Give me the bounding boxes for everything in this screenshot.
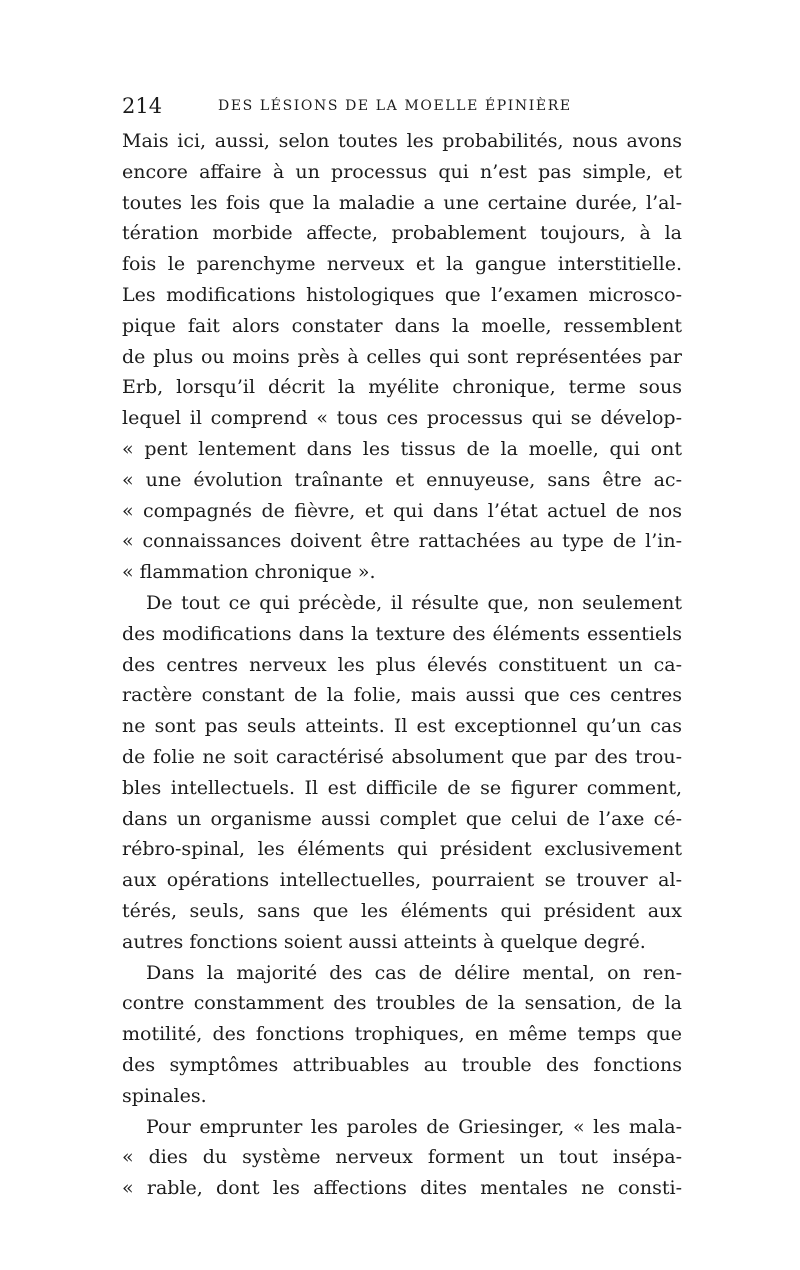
text-line: rébro-spinal, les éléments qui président exclusivement: [122, 838, 682, 861]
text-line: motilité, des fonctions trophiques, en même temps que: [122, 1023, 682, 1046]
text-line: pique fait alors constater dans la moelle, ressemblent: [122, 314, 682, 337]
text-line: « pent lentement dans les tissus de la moelle, qui ont: [122, 437, 682, 460]
text-line: des symptômes attribuables au trouble des fonctions: [122, 1053, 682, 1076]
text-line: contre constamment des troubles de la sensation, de la: [122, 992, 682, 1015]
text-line: « rable, dont les affections dites mentales ne consti-: [122, 1177, 682, 1200]
text-line: « une évolution traînante et ennuyeuse, sans être ac-: [122, 468, 682, 491]
text-line: aux opérations intellectuelles, pourraient se trouver al-: [122, 869, 682, 892]
text-line: ractère constant de la folie, mais aussi que ces centres: [122, 684, 682, 707]
text-line: « connaissances doivent être rattachées au type de l’in-: [122, 530, 682, 553]
text-line: ne sont pas seuls atteints. Il est exceptionnel qu’un cas: [122, 715, 682, 738]
running-title: DES LÉSIONS DE LA MOELLE ÉPINIÈRE: [218, 98, 572, 114]
text-line: encore affaire à un processus qui n’est pas simple, et: [122, 160, 682, 183]
text-line: bles intellectuels. Il est difficile de se figurer comment,: [122, 776, 682, 799]
text-line: Les modifications histologiques que l’examen microsco-: [122, 283, 682, 306]
text-line: de folie ne soit caractérisé absolument que par des trou-: [122, 745, 682, 768]
text-line: spinales.: [122, 1084, 207, 1107]
text-line: térés, seuls, sans que les éléments qui président aux: [122, 899, 682, 922]
text-line: Mais ici, aussi, selon toutes les probabilités, nous avons: [122, 130, 682, 152]
text-line: Erb, lorsqu’il décrit la myélite chronique, terme sous: [122, 376, 682, 399]
text-line: « dies du système nerveux forment un tout insépa-: [122, 1146, 682, 1169]
text-line: des modifications dans la texture des éléments essentiels: [122, 622, 682, 645]
text-line: de plus ou moins près à celles qui sont représentées par: [122, 345, 682, 368]
text-line: lequel il comprend « tous ces processus qui se dévelop-: [122, 407, 682, 430]
text-line: des centres nerveux les plus élevés constituent un ca-: [122, 653, 682, 676]
body-text: [122, 126, 682, 1204]
text-line: De tout ce qui précède, il résulte que, non seulement: [146, 591, 682, 614]
text-line: Dans la majorité des cas de délire mental, on ren-: [146, 961, 682, 984]
text-line: « flammation chronique ».: [122, 561, 376, 584]
text-line: toutes les fois que la maladie a une certaine durée, l’al-: [122, 191, 682, 214]
text-line: tération morbide affecte, probablement toujours, à la: [122, 222, 682, 245]
text-line: dans un organisme aussi complet que celui de l’axe cé-: [122, 807, 682, 830]
text-line: Pour emprunter les paroles de Griesinger, « les mala-: [146, 1115, 682, 1138]
text-line: fois le parenchyme nerveux et la gangue interstitielle.: [122, 253, 682, 276]
text-line: « compagnés de fièvre, et qui dans l’état actuel de nos: [122, 499, 682, 522]
page-number: 214: [122, 94, 163, 118]
text-line: autres fonctions soient aussi atteints à quelque degré.: [122, 930, 646, 953]
page-header: [122, 94, 682, 120]
